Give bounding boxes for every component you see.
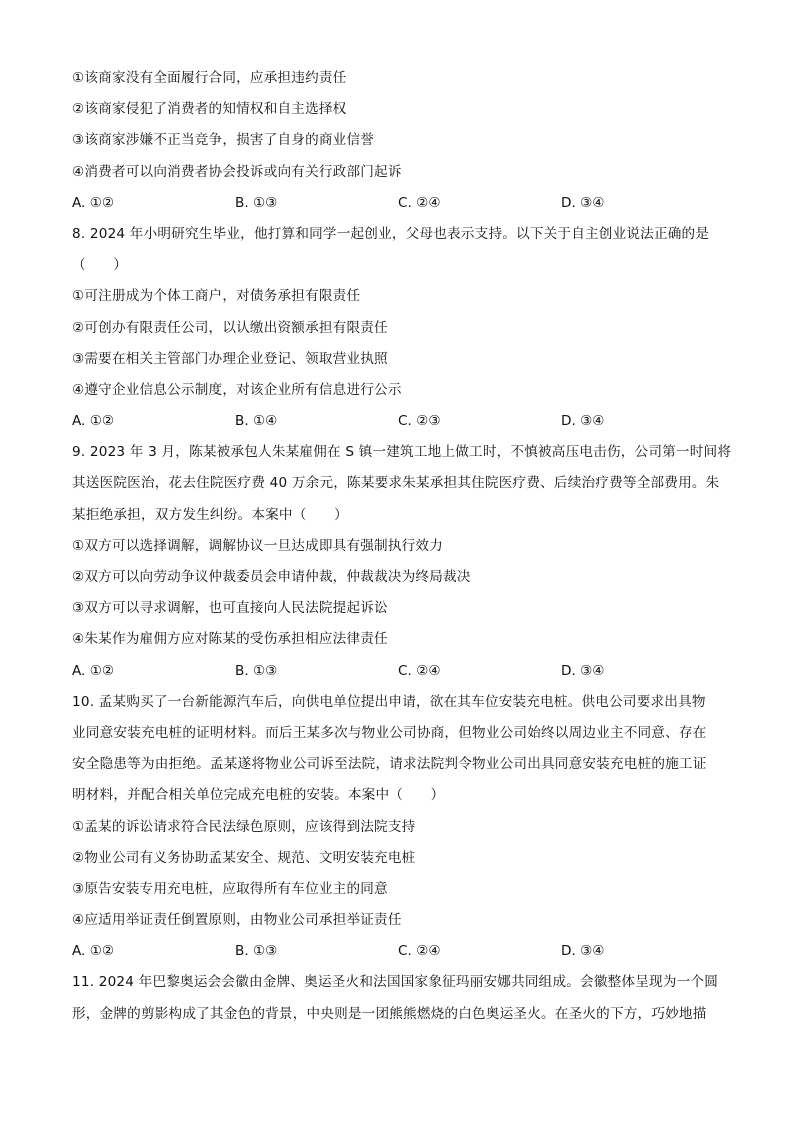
option-d: D. ③④ <box>561 943 605 960</box>
question-stem-line: 9. 2023 年 3 月，陈某被承包人朱某雇佣在 S 镇一建筑工地上做工时，不慎被高压电击伤，公司第一时间将 <box>72 444 732 461</box>
option-d: D. ③④ <box>561 662 605 679</box>
statement-4: ④遵守企业信息公示制度，对该企业所有信息进行公示 <box>72 381 402 398</box>
option-d: D. ③④ <box>561 413 605 430</box>
option-d: D. ③④ <box>561 194 605 211</box>
answer-options <box>72 406 722 437</box>
question-stem-line: 10. 孟某购买了一台新能源汽车后，向供电单位提出申请，欲在其车位安装充电桩。供电公司要求出具物 <box>72 693 706 710</box>
statement-2: ②物业公司有义务协助孟某安全、规范、文明安装充电桩 <box>72 849 416 866</box>
question-stem-line: 形，金牌的剪影构成了其金色的背景，中央则是一团熊熊燃烧的白色奥运圣火。在圣火的下方，巧妙地描 <box>72 1005 707 1022</box>
answer-options <box>72 936 722 967</box>
option-a: A. ①② <box>72 194 115 211</box>
question-stem-line: 安全隐患等为由拒绝。孟某遂将物业公司诉至法院，请求法院判令物业公司出具同意安装充电桩的施工证 <box>72 756 707 773</box>
question-stem-line: 其送医院医治，花去住院医疗费 40 万余元，陈某要求朱某承担其住院医疗费、后续治疗费等全部费用。朱 <box>72 475 720 492</box>
option-b: B. ①③ <box>235 194 278 211</box>
option-b: B. ①③ <box>235 662 278 679</box>
option-b: B. ①③ <box>235 943 278 960</box>
statement-3: ③原告安装专用充电桩，应取得所有车位业主的同意 <box>72 880 388 897</box>
option-c: C. ②④ <box>398 943 441 960</box>
statement-1: ①孟某的诉讼请求符合民法绿色原则，应该得到法院支持 <box>72 818 416 835</box>
question-11 <box>72 967 722 1029</box>
option-b: B. ①④ <box>235 413 278 430</box>
answer-options <box>72 656 722 687</box>
question-stem-line: 11. 2024 年巴黎奥运会会徽由金牌、奥运圣火和法国国家象征玛丽安娜共同组成。会徽整体呈现为一个圆 <box>72 974 718 991</box>
option-c: C. ②④ <box>398 662 441 679</box>
statement-3: ③双方可以寻求调解，也可直接向人民法院提起诉讼 <box>72 600 388 617</box>
exam-page <box>72 63 732 1030</box>
question-10 <box>72 687 722 968</box>
statement-4: ④应适用举证责任倒置原则，由物业公司承担举证责任 <box>72 912 402 929</box>
question-stem-line: 8. 2024 年小明研究生毕业，他打算和同学一起创业，父母也表示支持。以下关于自主创业说法正确的是 <box>72 225 710 242</box>
option-a: A. ①② <box>72 943 115 960</box>
question-8 <box>72 219 722 437</box>
answer-options <box>72 188 722 219</box>
statement-2: ②该商家侵犯了消费者的知情权和自主选择权 <box>72 101 347 118</box>
statement-3: ③需要在相关主管部门办理企业登记、领取营业执照 <box>72 350 388 367</box>
option-c: C. ②④ <box>398 194 441 211</box>
statement-2: ②可创办有限责任公司，以认缴出资额承担有限责任 <box>72 319 388 336</box>
answer-blank: （ ） <box>72 257 128 274</box>
statement-2: ②双方可以向劳动争议仲裁委员会申请仲裁，仲裁裁决为终局裁决 <box>72 569 471 585</box>
option-a: A. ①② <box>72 662 115 679</box>
question-7 <box>72 63 722 219</box>
statement-3: ③该商家涉嫌不正当竞争，损害了自身的商业信誉 <box>72 132 375 149</box>
statement-1: ①该商家没有全面履行合同，应承担违约责任 <box>72 70 347 86</box>
question-stem-line: 业同意安装充电桩的证明材料。而后王某多次与物业公司协商，但物业公司始终以周边业主不同意、存在 <box>72 724 707 741</box>
statement-1: ①双方可以选择调解，调解协议一旦达成即具有强制执行效力 <box>72 537 444 554</box>
question-stem-line: 某拒绝承担，双方发生纠纷。本案中（ ） <box>72 506 348 523</box>
question-stem-line: 明材料，并配合相关单位完成充电桩的安装。本案中（ ） <box>72 787 445 804</box>
question-9 <box>72 437 732 687</box>
statement-4: ④朱某作为雇佣方应对陈某的受伤承担相应法律责任 <box>72 631 388 648</box>
option-c: C. ②③ <box>398 413 441 430</box>
statement-4: ④消费者可以向消费者协会投诉或向有关行政部门起诉 <box>72 163 402 180</box>
statement-1: ①可注册成为个体工商户，对债务承担有限责任 <box>72 288 361 305</box>
option-a: A. ①② <box>72 413 115 430</box>
